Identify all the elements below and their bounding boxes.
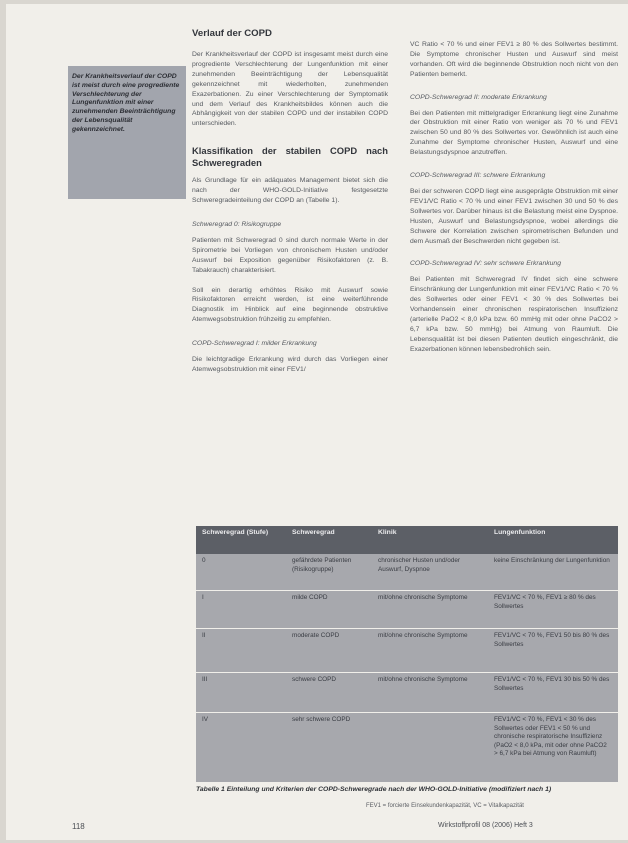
table-cell: moderate COPD (286, 629, 372, 673)
table-cell: mit/ohne chronische Symptome (372, 629, 488, 673)
paragraph-grade-3: Bei der schweren COPD liegt eine ausgeprägte Obstruktion mit einer FEV1/VC Ratio < 70 % und einer FEV1 zwischen 30 und 50 % des Sollwertes vor. Darüber hinaus ist die Belastung meist eine Dyspnoe. Husten, Auswurf und Belastungsdyspnoe, wobei allerdings die Schwere der Korrelation zwischen spirometrischen Befunden und dem Ausmaß der Beschwerden nicht gegeben ist. (410, 187, 618, 245)
table-cell: sehr schwere COPD (292, 716, 351, 723)
table-cell: FEV1/VC < 70 %, FEV1 < 30 % des Sollwertes oder FEV1 < 50 % und chronische respiratorische Insuffizienz (PaO2 < 8,0 kPa, mit oder ohne PaCO2 > 6,7 kPa bei Atmung von Raumluft) (494, 716, 607, 758)
table-row (196, 673, 618, 713)
journal-footer: Wirkstoffprofil 08 (2006) Heft 3 (438, 822, 533, 829)
table-cell: FEV1/VC < 70 %, FEV1 50 bis 80 % des Sollwertes (488, 629, 618, 673)
header-schweregrad: Schweregrad (286, 526, 372, 554)
table-row (196, 591, 618, 629)
table-caption-label: Tabelle 1 (196, 786, 225, 793)
table-cell: FEV1/VC < 70 %, FEV1 30 bis 50 % des Sollwertes (488, 673, 618, 713)
paragraph-grade-1-continued: VC Ratio < 70 % und einer FEV1 ≥ 80 % des Sollwertes bestimmt. Die Symptome chronischer Husten und Auswurf sind meist vorhanden. Oft wird die beginnende Obstruktion noch nicht von den Patienten bemerkt. (410, 41, 618, 78)
heading-verlauf: Verlauf der COPD (192, 28, 272, 39)
article-column-middle (192, 28, 388, 385)
table-cell: 0 (196, 554, 286, 591)
table-row (196, 554, 618, 591)
table-cell: IV (202, 716, 209, 723)
table-cell: II (196, 629, 286, 673)
table-caption-text: Einteilung und Kriterien der COPD-Schweregrade nach der WHO-GOLD-Initiative (modifiziert nach 1) (226, 786, 552, 793)
subheading-grade-4: COPD-Schweregrad IV: sehr schwere Erkrankung (410, 260, 561, 268)
table-row (196, 629, 618, 673)
table-caption (196, 785, 618, 794)
subheading-grade-2: COPD-Schweregrad II: moderate Erkrankung (410, 93, 547, 101)
header-stufe: Schweregrad (Stufe) (196, 526, 286, 554)
table (196, 526, 618, 769)
table-cell: mit/ohne chronische Symptome (372, 591, 488, 629)
paragraph-verlauf: Der Krankheitsverlauf der COPD ist insgesamt meist durch eine progrediente Verschlechterung der Lungenfunktion mit einer zunehmenden Beeinträchtigung der Lebensqualität gekennzeichnet mit wiederholten, zunehmenden Exazerbationen. Zu einer Verschlechterung der Symptomatik und dem Verlauf des Krankheitsbildes können auch die Abhängigkeit von der stabilen COPD und der instabilen COPD unterschieden. (192, 51, 388, 128)
table-cell: I (196, 591, 286, 629)
table-cell: FEV1/VC < 70 %, FEV1 ≥ 80 % des Sollwertes (488, 591, 618, 629)
table-cell: milde COPD (286, 591, 372, 629)
page-number: 118 (72, 822, 85, 831)
document-page (6, 4, 628, 840)
table-cell (372, 713, 488, 770)
table-cell: III (196, 673, 286, 713)
table-cell: gefährdete Patienten (Risikogruppe) (286, 554, 372, 591)
paragraph-grade-0-a: Patienten mit Schweregrad 0 sind durch normale Werte in der Spirometrie bei Vorliegen von chronischem Husten und/oder Auswurf bei Exposition gegenüber Risikofaktoren (z. B. Tabakrauch) charakterisiert. (192, 236, 388, 274)
table-row (196, 713, 618, 770)
subheading-grade-3: COPD-Schweregrad III: schwere Erkrankung (410, 172, 546, 180)
header-klinik: Klinik (372, 526, 488, 554)
paragraph-grade-2: Bei den Patienten mit mittelgradiger Erkrankung liegt eine Zunahme der Obstruktion mit einer Ratio von weniger als 70 % und FEV1 zwischen 50 und 80 % des Sollwertes vor. Gewöhnlich ist auch eine Zunahme der Symptome chronischer Husten, Auswurf und eine Belastungsdyspnoe anzutreffen. (410, 109, 618, 157)
table-cell: schwere COPD (286, 673, 372, 713)
heading-klassifikation: Klassifikation der stabilen COPD nach Schweregraden (192, 145, 388, 168)
copd-grades-table (196, 526, 618, 782)
table-cell: keine Einschränkung der Lungenfunktion (488, 554, 618, 591)
sidebar-callout (68, 66, 186, 199)
sidebar-callout-text: Der Krankheitsverlauf der COPD ist meist durch eine progrediente Verschlechterung der Lungenfunktion mit einer zunehmenden Beeinträchtigung der Lebensqualität gekennzeichnet. (72, 73, 180, 133)
subheading-grade-1: COPD-Schweregrad I: milder Erkrankung (192, 340, 317, 348)
header-lungenfunktion: Lungenfunktion (488, 526, 618, 554)
table-header-row (196, 526, 618, 554)
table-footnote: FEV1 = forcierte Einsekundenkapazität, VC = Vitalkapazität (366, 803, 524, 809)
paragraph-grade-1: Die leichtgradige Erkrankung wird durch das Vorliegen einer Atemwegsobstruktion mit einer FEV1/ (192, 356, 388, 373)
table-cell: mit/ohne chronische Symptome (372, 673, 488, 713)
paragraph-grade-4: Bei Patienten mit Schweregrad IV findet sich eine schwere Einschränkung der Lungenfunktion mit einer FEV1/VC Ratio < 70 % des Sollwertes oder einer FEV1 < 30 % des Sollwertes bei Vorhandensein einer chronischen respiratorischen Insuffizienz (arterielle PaO2 < 8,0 kPa bzw. 60 mmHg mit oder ohne PaCO2 > 6,7 kPa bzw. 50 mmHg) bei Atmung von Raumluft. Die Lebensqualität ist bei diesen Patienten deutlich eingeschränkt, die Exazerbationen können lebensbedrohlich sein. (410, 276, 618, 353)
subheading-grade-0: Schweregrad 0: Risikogruppe (192, 220, 282, 228)
paragraph-klassifikation: Als Grundlage für ein adäquates Management bietet sich die nach der WHO-GOLD-Initiative festgesetzte Schweregradeinteilung der COPD an (Tabelle 1). (192, 177, 388, 205)
table-cell: chronischer Husten und/oder Auswurf, Dyspnoe (372, 554, 488, 591)
paragraph-grade-0-b: Soll ein derartig erhöhtes Risiko mit Auswurf sowie Risikofaktoren erreicht werden, ist eine weiterführende Diagnostik im Hinblick auf eine beginnende obstruktive Atemwegsobstruktion frühzeitig zu empfehlen. (192, 286, 388, 324)
article-column-right (410, 40, 618, 365)
